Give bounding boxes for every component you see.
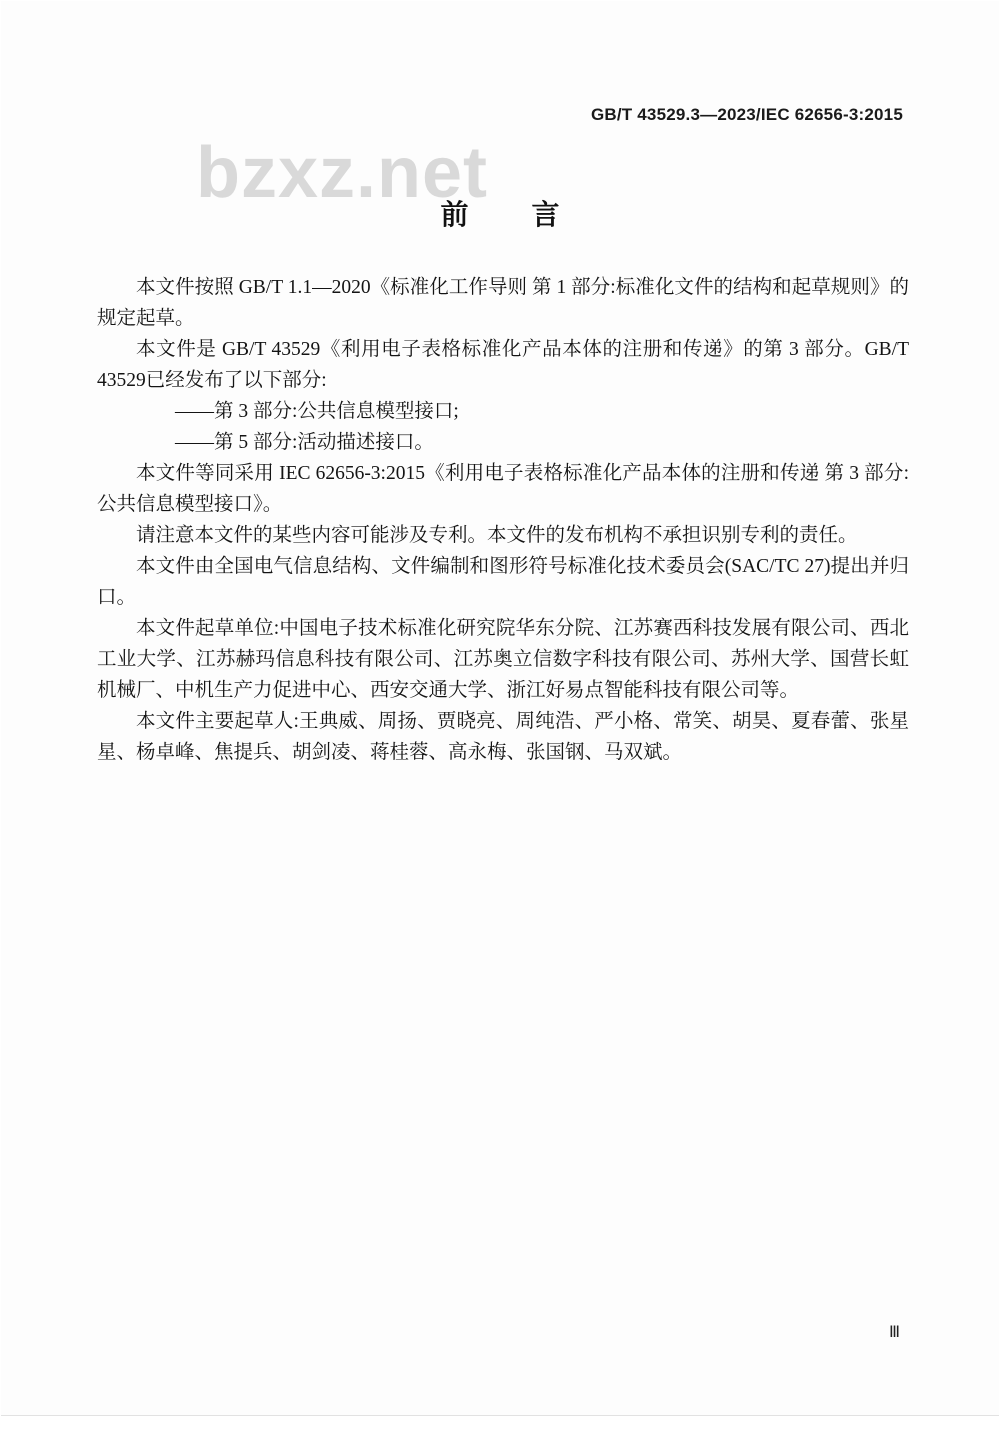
list-item: ——第 3 部分:公共信息模型接口; (175, 401, 459, 422)
page-title: 前 言 (440, 200, 588, 231)
paragraph: 本文件由全国电气信息结构、文件编制和图形符号标准化技术委员会(SAC/TC 27)提出并归口。 (97, 556, 909, 608)
list-item: ——第 5 部分:活动描述接口。 (175, 432, 434, 453)
paragraph: 本文件起草单位:中国电子技术标准化研究院华东分院、江苏赛西科技发展有限公司、西北工业大学、江苏赫玛信息科技有限公司、江苏奥立信数字科技有限公司、苏州大学、国营长虹机械厂、中机生产力促进中心、西安交通大学、浙江好易点智能科技有限公司等。 (97, 618, 909, 701)
foreword-body (97, 272, 909, 768)
page-number: Ⅲ (888, 1324, 901, 1341)
paragraph: 本文件是 GB/T 43529《利用电子表格标准化产品本体的注册和传递》的第 3 部分。GB/T 43529已经发布了以下部分: (97, 339, 909, 391)
paragraph: 本文件等同采用 IEC 62656-3:2015《利用电子表格标准化产品本体的注册和传递 第 3 部分:公共信息模型接口》。 (97, 463, 909, 515)
paragraph: 请注意本文件的某些内容可能涉及专利。本文件的发布机构不承担识别专利的责任。 (136, 525, 858, 546)
paragraph: 本文件按照 GB/T 1.1—2020《标准化工作导则 第 1 部分:标准化文件的结构和起草规则》的规定起草。 (97, 277, 909, 329)
watermark-text: bzxz.net (196, 133, 489, 213)
paragraph: 本文件主要起草人:王典威、周扬、贾晓亮、周纯浩、严小格、常笑、胡昊、夏春蕾、张星星、杨卓峰、焦提兵、胡剑凌、蒋桂蓉、高永梅、张国钢、马双斌。 (97, 711, 909, 763)
standard-code-header: GB/T 43529.3—2023/IEC 62656-3:2015 (590, 105, 903, 124)
page-bottom-edge (0, 1415, 1000, 1434)
